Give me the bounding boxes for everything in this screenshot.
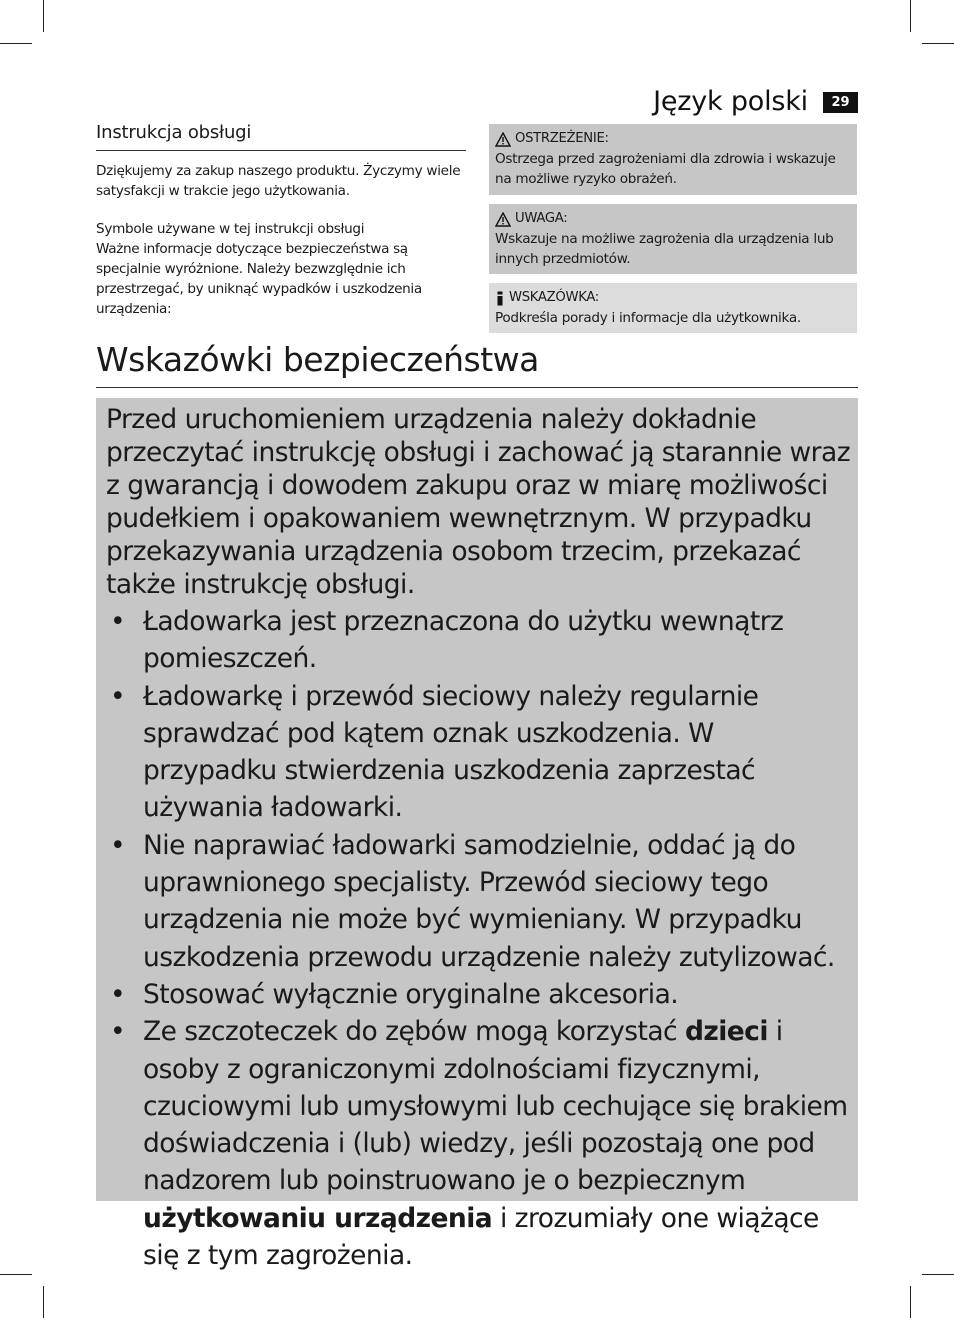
caution-description: Wskazuje na możliwe zagrożenia dla urządzenia lub innych przedmiotów.: [495, 231, 834, 267]
emphasis-device-use: użytkowaniu urządzenia: [143, 1202, 493, 1234]
warning-label: OSTRZEŻENIE:: [515, 131, 609, 146]
tip-description: Podkreśla porady i informacje dla użytkownika.: [495, 310, 801, 326]
warning-description: Ostrzega przed zagrożeniami dla zdrowia i wskazuje na możliwe ryzyko obrażeń.: [495, 151, 836, 187]
list-item: • Ładowarkę i przewód sieciowy należy regularnie sprawdzać pod kątem oznak uszkodzenia. W przypadku stwierdzenia uszkodzenia zaprzestać używania ładowarki.: [106, 678, 852, 827]
emphasis-children: dzieci: [684, 1016, 768, 1048]
info-icon: [495, 291, 505, 306]
safety-title: Wskazówki bezpieczeństwa: [96, 340, 858, 388]
bullet-icon: •: [110, 829, 126, 861]
list-item: • Ze szczoteczek do zębów mogą korzystać dzieci i osoby z ograniczonymi zdolnościami fizycznymi, czuciowymi lub umysłowymi lub cechujące się brakiem doświadczenia i (lub) wiedzy, jeśli pozostają one pod nadzorem lub poinstruowano je o bezpiecznym użytkowaniu urządzenia i zrozumiały one wiążące się z tym zagrożenia.: [106, 1013, 852, 1274]
bullet-icon: •: [110, 1016, 126, 1048]
safety-instructions-block: [96, 398, 858, 1272]
crop-mark: [0, 1274, 32, 1275]
safety-intro: Przed uruchomieniem urządzenia należy dokładnie przeczytać instrukcję obsługi i zachować ją starannie wraz z gwarancją i dowodem zakupu oraz w miarę możliwości pudełkiem i opakowaniem wewnętrznym. W przypadku przekazywania urządzenia osobom trzecim, przekazać także instrukcję obsługi.: [106, 404, 851, 600]
page-language-heading: Język polski: [653, 86, 808, 117]
symbols-text: Ważne informacje dotyczące bezpieczeństwa są specjalnie wyróżnione. Należy bezwzględnie ich przestrzegać, by uniknąć wypadków i uszkodzenia urządzenia:: [96, 241, 422, 317]
symbols-heading: Symbole używane w tej instrukcji obsługi: [96, 221, 365, 237]
safety-list: [106, 603, 852, 1274]
tip-label: WSKAZÓWKA:: [509, 290, 599, 305]
crop-mark: [0, 43, 32, 44]
list-item: • Ładowarka jest przeznaczona do użytku wewnątrz pomieszczeń.: [106, 603, 852, 678]
warning-triangle-icon: [495, 132, 511, 147]
tip-symbol-box: [489, 283, 857, 333]
bullet-icon: •: [110, 606, 126, 637]
crop-mark: [922, 43, 954, 44]
intro-column: [96, 122, 466, 319]
page-number-badge: 29: [823, 92, 858, 113]
bullet-icon: •: [110, 978, 126, 1010]
caution-label: UWAGA:: [515, 211, 568, 226]
list-item: • Nie naprawiać ładowarki samodzielnie, oddać ją do uprawnionego specjalisty. Przewód sieciowy tego urządzenia nie może być wymieniany. W przypadku uszkodzenia przewodu urządzenie należy zutylizować.: [106, 827, 852, 976]
intro-text: Dziękujemy za zakup naszego produktu. Życzymy wiele satysfakcji w trakcie jego użytkowania.: [96, 163, 461, 199]
crop-mark: [910, 0, 911, 32]
list-item: • Stosować wyłącznie oryginalne akcesoria.: [106, 976, 852, 1013]
warning-triangle-icon: [495, 212, 511, 227]
crop-mark: [922, 1274, 954, 1275]
manual-title: Instrukcja obsługi: [96, 122, 466, 151]
crop-mark: [910, 1286, 911, 1318]
warning-symbol-box: [489, 124, 857, 195]
crop-mark: [43, 0, 44, 32]
bullet-icon: •: [110, 680, 126, 712]
caution-symbol-box: [489, 204, 857, 274]
crop-mark: [43, 1286, 44, 1318]
